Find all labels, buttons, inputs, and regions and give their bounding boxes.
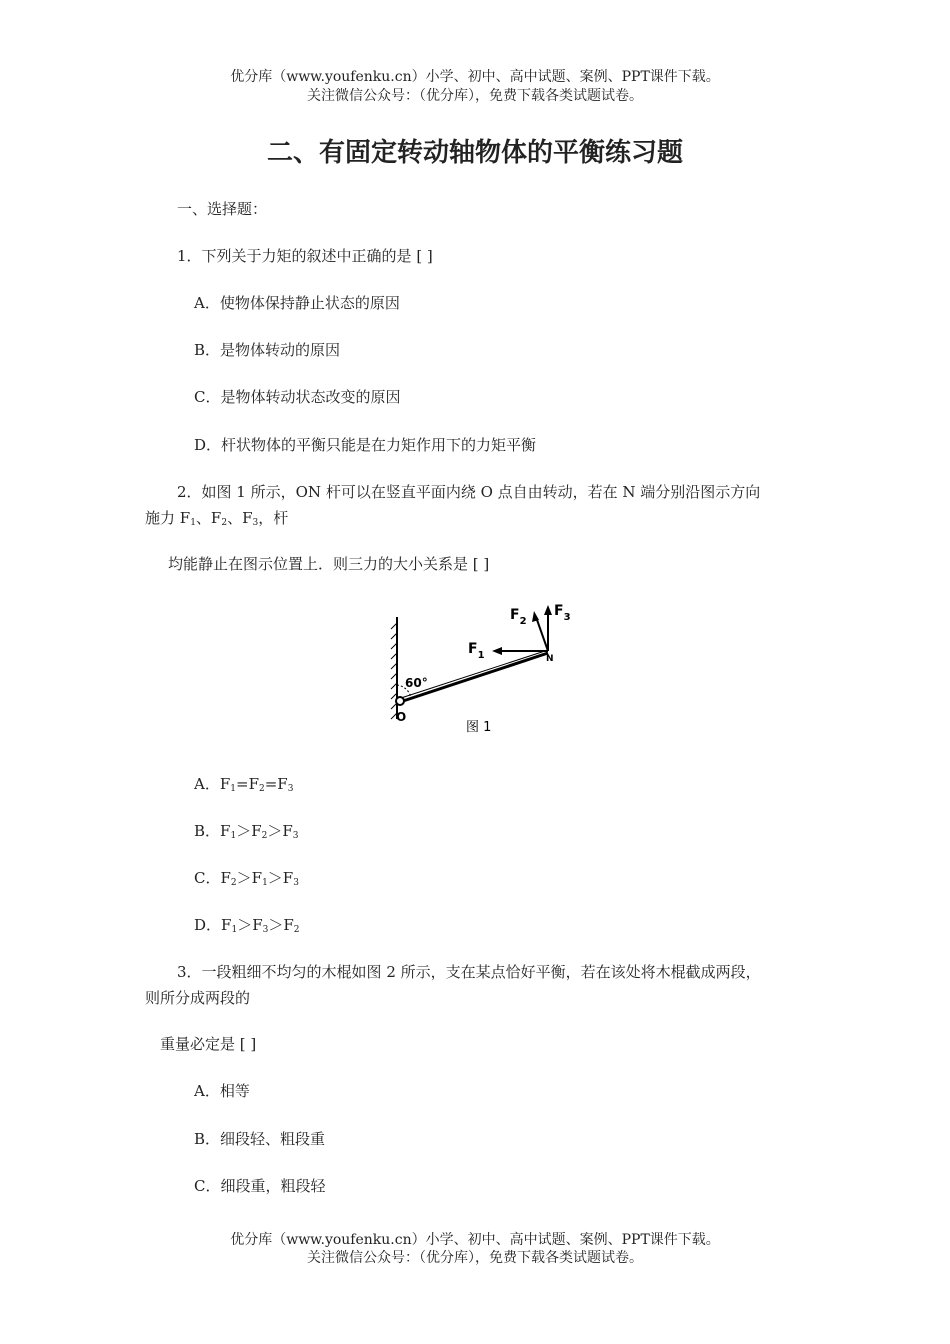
q3-option-c: C．细段重，粗段轻 xyxy=(194,1177,326,1195)
q3-option-b: B．细段轻、粗段重 xyxy=(194,1130,326,1148)
figure-caption: 图 1 xyxy=(466,720,492,735)
q2-stem-line-2: 施力 $F_1$、$F_2$、$F_3$，杆 xyxy=(145,509,289,528)
angle-label: 60° xyxy=(405,676,428,690)
pivot-o xyxy=(396,697,404,705)
q2-stem-line-1: 2．如图 1 所示，ON 杆可以在竖直平面内绕 O 点自由转动，若在 N 端分别沿图示方向 xyxy=(177,483,761,501)
footer-line-1: 优分库（www.youfenku.cn）小学、初中、高中试题、案例、PPT课件下载。 xyxy=(230,1232,720,1248)
figure-1 xyxy=(380,595,580,745)
f3-arrowhead xyxy=(544,605,552,615)
f1-label: $F_1$ xyxy=(468,641,485,661)
header-line-2: 关注微信公众号：（优分库），免费下载各类试题试卷。 xyxy=(307,88,643,104)
header-line-1: 优分库（www.youfenku.cn）小学、初中、高中试题、案例、PPT课件下载。 xyxy=(230,69,720,85)
q1-stem: 1．下列关于力矩的叙述中正确的是 [ ] xyxy=(177,247,433,265)
q1-option-c: C．是物体转动状态改变的原因 xyxy=(194,388,401,406)
footer-line-2: 关注微信公众号：（优分库），免费下载各类试题试卷。 xyxy=(307,1250,643,1266)
q1-option-a: A．使物体保持静止状态的原因 xyxy=(194,294,400,312)
q1-option-b: B．是物体转动的原因 xyxy=(194,341,341,359)
f2-label: $F_2$ xyxy=(510,607,527,627)
page-title: 二、有固定转动轴物体的平衡练习题 xyxy=(266,138,683,168)
q3-stem-line-1: 3．一段粗细不均匀的木棍如图 2 所示，支在某点恰好平衡，若在该处将木棍截成两段， xyxy=(177,963,761,981)
q3-option-a: A．相等 xyxy=(194,1082,250,1100)
section-heading: 一、选择题： xyxy=(177,200,268,218)
q1-option-d: D．杆状物体的平衡只能是在力矩作用下的力矩平衡 xyxy=(194,436,537,454)
f1-arrowhead xyxy=(492,647,502,655)
q3-stem-line-2: 则所分成两段的 xyxy=(145,989,251,1007)
q2-option-d: D．$F_1>F_3>F_2$ xyxy=(194,916,300,935)
label-o: O xyxy=(396,710,407,724)
q2-stem-line-3: 均能静止在图示位置上．则三力的大小关系是 [ ] xyxy=(168,555,490,573)
q2-option-a: A．$F_1=F_2=F_3$ xyxy=(194,775,294,794)
f3-label: $F_3$ xyxy=(554,603,571,623)
rod-on-edge xyxy=(401,650,548,698)
label-n: N xyxy=(546,654,554,664)
q2-option-c: C．$F_2>F_1>F_3$ xyxy=(194,869,299,888)
f2-arrow xyxy=(536,617,548,651)
q2-option-b: B．$F_1>F_2>F_3$ xyxy=(194,822,299,841)
q3-stem-line-3: 重量必定是 [ ] xyxy=(160,1035,257,1053)
